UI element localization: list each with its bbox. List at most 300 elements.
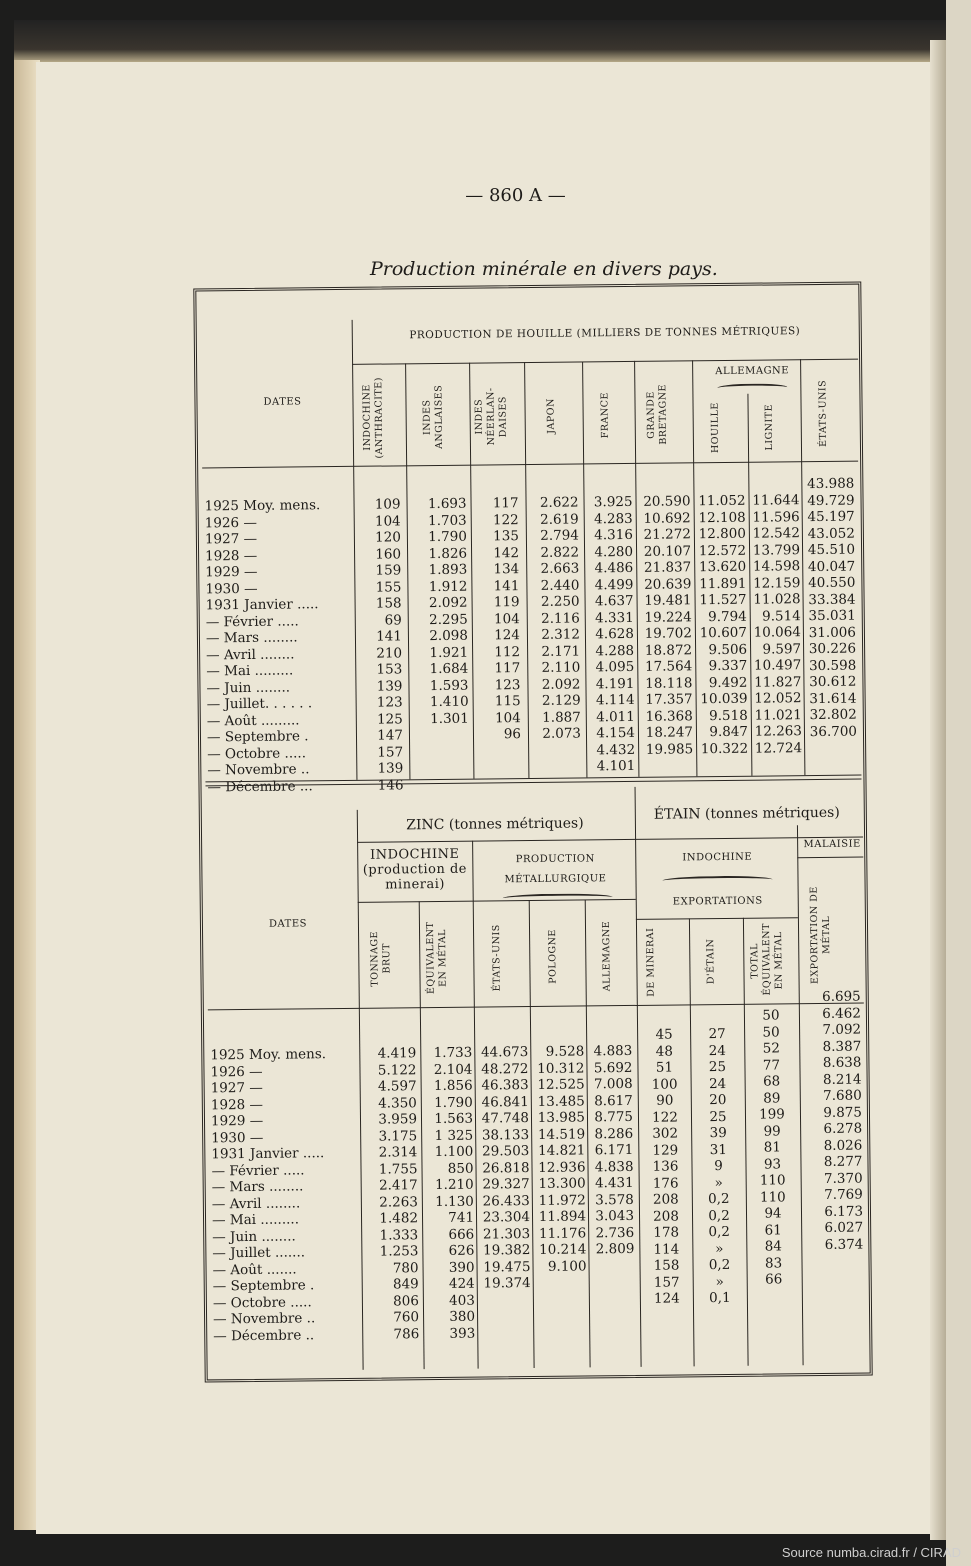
value-column [801, 989, 864, 1287]
table-cell: 1.410 [429, 693, 469, 711]
table-cell: 94 [764, 1205, 782, 1222]
table-cell: 3.175 [378, 1127, 418, 1145]
table-cell [531, 742, 581, 759]
date-label: — Août ....... [212, 1260, 297, 1278]
table-cell: 50 [762, 1023, 780, 1041]
table-cell: 10.064 [753, 624, 802, 641]
table-cell: 4.628 [595, 625, 635, 643]
table-cell: 6.695 [822, 988, 861, 1005]
table-cell: 2.073 [542, 725, 582, 742]
table-cell [698, 757, 748, 774]
table-cell: 4.114 [595, 691, 635, 709]
table-cell: 2.822 [540, 544, 580, 561]
col-header-japon: JAPON [545, 397, 557, 434]
table-cell: 158 [375, 595, 402, 612]
date-label: — Octobre ..... [212, 1293, 312, 1311]
table-cell: 850 [447, 1160, 474, 1177]
table-cell: 27 [708, 1025, 726, 1043]
table-cell: 123 [494, 676, 521, 693]
table-cell: 4.316 [594, 526, 633, 544]
table-cell: 10.497 [753, 657, 802, 674]
table-cell: 109 [374, 496, 401, 513]
table-cell: 2.171 [541, 642, 581, 660]
table-cell [590, 1257, 634, 1274]
date-label: 1929 — [210, 1112, 264, 1130]
table-cell: 9.514 [762, 607, 801, 625]
table-cell: 393 [449, 1325, 476, 1342]
table-cell: 39 [709, 1124, 727, 1142]
table-cell: 12.052 [754, 690, 802, 707]
table-cell: 4.283 [593, 510, 633, 527]
table-cell: 11.891 [699, 575, 747, 592]
table-cell [413, 727, 469, 744]
table-cell: 0,2 [708, 1223, 731, 1241]
table-cell: 160 [375, 545, 402, 563]
table-cell: 61 [764, 1221, 782, 1239]
table-cell: 2.129 [541, 692, 581, 709]
table-cell: 1.893 [428, 561, 468, 579]
table-cell: 141 [376, 628, 403, 645]
table-cell: 1.826 [428, 545, 468, 562]
table-cell: 38.133 [481, 1126, 530, 1144]
table-cell: 12.525 [537, 1076, 585, 1093]
col-header-lignite: LIGNITE [763, 404, 776, 451]
table-cell [591, 1307, 635, 1324]
table-cell [479, 1325, 531, 1342]
exportations-header: EXPORTATIONS [672, 895, 763, 908]
table-cell: 23.304 [482, 1209, 531, 1226]
table-cell: 18.872 [644, 641, 693, 659]
table-cell: 2.263 [379, 1193, 418, 1211]
table-cell: » [714, 1174, 723, 1191]
table-cell: 626 [448, 1242, 475, 1259]
date-label: — Octobre ..... [207, 744, 307, 762]
table-cell: 45.510 [807, 541, 856, 559]
col-header-zinc-allemagne: ALLEMAGNE [600, 921, 613, 992]
table-cell: 30.226 [808, 640, 857, 658]
table-cell: 29.503 [482, 1143, 530, 1160]
table-cell: 50 [762, 1007, 780, 1024]
zinc-indochine-header: INDOCHINE (production de minerai) [362, 846, 468, 893]
table-cell: 31.614 [809, 690, 857, 707]
table-cell: 8.775 [594, 1108, 634, 1126]
table-cell: 19.224 [644, 608, 692, 626]
table-cell: 2.250 [540, 593, 580, 610]
data-table [193, 282, 872, 1383]
table-cell: 9.597 [762, 640, 802, 658]
table-cell: 6.462 [822, 1005, 861, 1022]
table-cell: 52 [762, 1040, 780, 1057]
zinc-header: ZINC (tonnes métriques) [406, 815, 584, 834]
col-header-de-minerai: DE MINERAI [645, 927, 657, 997]
table-cell [479, 1292, 531, 1309]
table-cell: 780 [392, 1259, 419, 1276]
table-cell: 4.095 [595, 658, 635, 676]
table-cell: 1.921 [429, 644, 469, 661]
table-cell: 1.301 [430, 710, 469, 727]
table-cell: 2.809 [595, 1240, 635, 1258]
table-cell: 19.475 [483, 1258, 531, 1276]
col-header-france: FRANCE [599, 392, 611, 439]
table-cell: 20 [709, 1091, 727, 1109]
col-header-grande-bretagne: GRANDE BRETAGNE [645, 384, 669, 445]
table-cell: 4.883 [593, 1042, 633, 1060]
value-column [528, 495, 581, 793]
table-cell: 51 [655, 1059, 674, 1076]
value-column [476, 1044, 531, 1342]
table-cell: 100 [651, 1076, 678, 1093]
table-cell: 110 [759, 1172, 786, 1189]
table-cell: 21.837 [643, 559, 692, 576]
table-cell: 1 325 [434, 1127, 474, 1144]
table-cell: 178 [653, 1224, 680, 1241]
table-cell: 9.794 [708, 608, 747, 625]
bottom-dates-header: DATES [268, 918, 308, 930]
table-cell: » [715, 1240, 724, 1257]
table-cell: 9.518 [709, 707, 748, 724]
table-cell: 4.154 [596, 724, 636, 742]
table-cell: 26.818 [482, 1159, 530, 1177]
page-title: Production minérale en divers pays. [370, 258, 718, 280]
table-cell: 13.300 [538, 1175, 586, 1192]
table-cell: 93 [763, 1155, 782, 1173]
table-cell [479, 1308, 531, 1325]
table-cell: 8.286 [594, 1125, 634, 1142]
col-header-zinc-etats-unis: ÉTATS-UNIS [490, 923, 503, 991]
table-cell [591, 1274, 635, 1291]
table-cell [535, 1307, 587, 1324]
table-cell: 1.210 [434, 1176, 474, 1194]
table-cell: 4.350 [378, 1094, 417, 1112]
table-cell: 1.563 [434, 1110, 474, 1128]
table-cell: 9.847 [709, 723, 749, 741]
table-cell: 208 [652, 1191, 679, 1208]
table-cell: 8.214 [822, 1071, 862, 1088]
table-cell: 25 [709, 1108, 727, 1125]
table-cell: 7.370 [823, 1170, 863, 1187]
table-cell: 19.374 [483, 1275, 531, 1292]
value-column [356, 496, 403, 793]
table-cell: 12.159 [753, 574, 801, 592]
table-cell: 125 [376, 710, 403, 728]
etain-header: ÉTAIN (tonnes métriques) [653, 804, 840, 823]
table-cell: 33.384 [808, 591, 856, 608]
table-cell: 8.026 [823, 1137, 863, 1154]
table-cell: 4.431 [594, 1174, 634, 1192]
table-cell: 1.130 [435, 1193, 474, 1210]
table-cell: » [715, 1273, 724, 1290]
allemagne-header: ALLEMAGNE [715, 365, 790, 378]
table-cell: 199 [758, 1106, 785, 1123]
col-header-indes-anglaises: INDES ANGLAISES [421, 384, 445, 450]
table-cell: 12.263 [754, 723, 803, 740]
table-cell: 5.692 [593, 1059, 633, 1076]
table-cell: 20.590 [643, 493, 691, 510]
value-column [586, 494, 635, 791]
page-number: — 860 A — [465, 185, 566, 206]
table-cell: 390 [448, 1259, 475, 1276]
table-cell: 11.028 [753, 591, 801, 608]
table-cell: 11.972 [538, 1191, 586, 1209]
table-cell: 43.988 [807, 475, 855, 493]
table-cell: 4.597 [377, 1078, 417, 1095]
table-cell: 2.314 [378, 1144, 418, 1161]
table-cell: 14.598 [752, 558, 801, 575]
table-cell: 12.936 [538, 1158, 586, 1176]
table-cell: 142 [493, 544, 520, 561]
table-cell [413, 743, 469, 760]
table-cell: 153 [376, 661, 403, 678]
table-cell: 110 [759, 1188, 786, 1206]
table-cell: 9.337 [708, 657, 748, 675]
book-top-edge [14, 20, 949, 62]
table-cell: 786 [393, 1325, 420, 1342]
table-cell: 1.912 [428, 578, 468, 595]
date-label: — Septembre . [206, 728, 309, 746]
table-cell: 13.485 [537, 1092, 585, 1110]
table-cell: 11.596 [752, 508, 800, 526]
table-cell: 158 [653, 1257, 680, 1274]
table-cell: 2.736 [595, 1224, 635, 1241]
table-cell: 2.098 [429, 627, 469, 645]
value-column [362, 1045, 419, 1343]
table-cell: 9.506 [708, 641, 748, 658]
col-header-d-etain: D'ÉTAIN [705, 938, 717, 984]
table-cell: 31 [709, 1141, 728, 1158]
date-label: — Novembre .. [213, 1310, 316, 1328]
table-cell: 44.673 [480, 1044, 529, 1061]
table-cell: 11.021 [754, 706, 802, 724]
table-cell: 1.755 [378, 1160, 418, 1178]
table-cell: 157 [377, 743, 404, 761]
value-column [692, 1026, 745, 1324]
table-cell: 1.790 [428, 528, 467, 546]
table-cell: 141 [493, 577, 520, 594]
table-cell: 4.280 [594, 543, 634, 560]
date-label: 1927 — [204, 530, 258, 548]
value-column [410, 496, 469, 794]
table-cell: 4.838 [594, 1158, 634, 1175]
table-cell: 1.733 [433, 1044, 473, 1062]
table-cell: 0,2 [708, 1256, 731, 1274]
table-cell: 155 [375, 578, 402, 596]
table-cell: 25 [708, 1058, 727, 1076]
table-cell: 2.110 [541, 659, 581, 676]
table-cell: 13.620 [698, 558, 747, 576]
table-cell: 1.100 [434, 1143, 474, 1161]
table-cell: 403 [449, 1292, 475, 1309]
table-cell: 134 [493, 561, 520, 578]
table-cell: 11.644 [752, 492, 800, 509]
table-cell: 5.122 [377, 1061, 417, 1079]
table-cell: 2.622 [539, 494, 579, 511]
table-cell: 1.482 [379, 1210, 419, 1227]
date-label: — Juillet ....... [212, 1244, 306, 1262]
table-cell: 0,2 [708, 1190, 730, 1208]
value-column [474, 495, 521, 792]
value-column [749, 492, 802, 790]
table-cell: 760 [393, 1309, 420, 1326]
table-cell: 117 [492, 495, 519, 512]
table-cell: 43.052 [807, 525, 855, 542]
table-cell: 1.693 [427, 495, 467, 513]
table-cell: 46.841 [481, 1093, 529, 1111]
table-cell: 13.799 [752, 541, 801, 559]
date-label: — Avril ........ [211, 1194, 301, 1212]
table-cell: 122 [652, 1108, 678, 1126]
table-cell: 2.092 [428, 594, 468, 612]
table-cell: 114 [653, 1240, 680, 1258]
date-label: — Février ..... [205, 612, 299, 630]
zinc-prod-metallurgique-header: PRODUCTION MÉTALLURGIQUE [504, 853, 607, 886]
table-cell [805, 756, 857, 773]
table-cell: 0,1 [709, 1289, 731, 1307]
table-cell: 11.527 [699, 591, 747, 609]
table-cell: 117 [494, 660, 521, 677]
table-cell: 119 [493, 594, 520, 611]
table-cell: 21.303 [482, 1225, 531, 1243]
table-cell: 135 [493, 528, 519, 545]
date-label: — Août ......... [206, 711, 300, 729]
table-cell: 9.492 [708, 674, 748, 691]
table-cell: 40.047 [807, 558, 856, 575]
table-cell: 4.499 [594, 576, 634, 593]
table-cell: 2.619 [539, 511, 579, 528]
table-cell: 83 [764, 1254, 783, 1272]
table-cell: 18.118 [645, 674, 693, 692]
table-cell: 12.724 [754, 739, 803, 757]
table-cell: 1.684 [429, 660, 469, 678]
table-cell: 30.598 [808, 657, 857, 674]
table-cell: 3.578 [595, 1191, 634, 1208]
date-label: — Novembre .. [207, 761, 310, 779]
table-cell: 4.432 [596, 741, 636, 758]
table-cell: 2.092 [541, 675, 581, 693]
table-cell: 3.959 [378, 1111, 418, 1128]
table-cell: 77 [762, 1056, 781, 1074]
table-cell: 11.894 [538, 1208, 587, 1225]
table-cell: 2.794 [540, 527, 579, 544]
value-column [532, 1043, 587, 1341]
table-cell: 849 [392, 1276, 419, 1293]
table-cell: 10.039 [700, 690, 748, 708]
date-label: 1930 — [211, 1129, 264, 1146]
table-cell: 13.985 [537, 1109, 586, 1126]
table-cell: 157 [653, 1273, 680, 1291]
table-cell [805, 740, 857, 757]
table-cell: 36.700 [809, 723, 858, 740]
table-cell: 47.748 [481, 1110, 530, 1127]
table-cell: 129 [652, 1141, 679, 1159]
table-cell: 8.638 [822, 1054, 862, 1071]
table-cell [804, 1269, 864, 1286]
table-cell: 4.419 [377, 1045, 417, 1062]
top-date-labels [204, 497, 323, 795]
table-cell: 69 [384, 611, 402, 629]
table-cell: 8.387 [822, 1038, 862, 1055]
table-cell: 19.985 [645, 740, 694, 758]
table-cell: 2.116 [541, 609, 580, 627]
date-label: 1927 — [210, 1079, 263, 1097]
etain-indochine-header: INDOCHINE [682, 851, 753, 864]
value-column [422, 1045, 475, 1343]
table-cell: 7.680 [823, 1087, 862, 1104]
table-cell: 19.481 [644, 592, 692, 609]
table-cell: 8.277 [823, 1153, 863, 1170]
table-cell: 124 [653, 1290, 680, 1307]
table-cell: 4.637 [594, 592, 634, 610]
date-label: — Juillet. . . . . . [206, 695, 313, 713]
date-label: — Février ..... [211, 1161, 305, 1179]
table-cell: 35.031 [808, 607, 856, 625]
table-cell: 26.433 [482, 1192, 530, 1210]
table-cell: 159 [375, 562, 402, 579]
table-cell [535, 1274, 587, 1291]
table-cell: 4.331 [595, 609, 634, 626]
col-header-etats-unis: ÉTATS-UNIS [817, 379, 829, 447]
table-cell: 124 [494, 627, 521, 644]
table-cell: 48 [655, 1043, 673, 1060]
table-cell: 17.564 [644, 658, 693, 675]
table-cell: 4.101 [596, 757, 636, 775]
table-cell: 30.612 [809, 673, 857, 691]
table-cell: 19.382 [483, 1242, 531, 1259]
table-cell: 2.440 [540, 577, 580, 594]
date-label: — Juin ........ [206, 679, 291, 696]
date-label: — Décembre ... [207, 777, 313, 795]
table-cell: 6.278 [823, 1120, 863, 1137]
table-cell: 20.107 [643, 542, 692, 560]
table-cell: 10.214 [539, 1241, 587, 1258]
value-column [640, 1026, 691, 1323]
table-cell: 21.272 [643, 526, 691, 543]
table-cell: 208 [653, 1207, 680, 1225]
table-cell: 104 [494, 709, 521, 726]
date-label: 1926 — [210, 1063, 263, 1080]
table-cell [591, 1323, 635, 1340]
table-cell: 45.197 [807, 508, 855, 526]
source-credit: Source numba.cirad.fr / CIRAD [781, 1545, 961, 1560]
value-column [746, 1007, 799, 1305]
table-cell: 139 [376, 677, 403, 695]
table-cell: 2.417 [378, 1177, 418, 1194]
table-cell: 18.247 [645, 724, 694, 741]
date-label: — Mai ......... [206, 662, 294, 680]
table-cell: 9.875 [823, 1104, 863, 1121]
coal-group-header: PRODUCTION DE HOUILLE (MILLIERS DE TONNES MÉTRIQUES) [409, 325, 801, 342]
date-label: — Juin ........ [212, 1228, 296, 1245]
date-label: — Mars ........ [205, 629, 298, 647]
table-cell [749, 1288, 799, 1305]
facing-page [946, 0, 971, 1566]
date-label: — Mars ........ [211, 1178, 304, 1196]
table-cell: 20.639 [644, 575, 692, 593]
table-cell: 3.043 [595, 1207, 635, 1225]
table-cell: 10.312 [537, 1059, 585, 1077]
table-cell: 12.800 [698, 525, 746, 543]
table-cell: 14.821 [538, 1142, 586, 1159]
table-cell: 24 [708, 1075, 727, 1092]
col-header-exportation-metal: EXPORTATION DE MÉTAL [808, 886, 833, 985]
table-cell: 120 [375, 529, 401, 546]
table-cell: 90 [656, 1092, 674, 1109]
table-cell: 666 [448, 1226, 475, 1243]
value-column [802, 476, 857, 774]
table-cell: 136 [652, 1158, 679, 1175]
table-cell: 3.925 [593, 493, 633, 511]
table-cell: 48.272 [481, 1060, 529, 1078]
table-cell: 40.550 [808, 574, 856, 592]
